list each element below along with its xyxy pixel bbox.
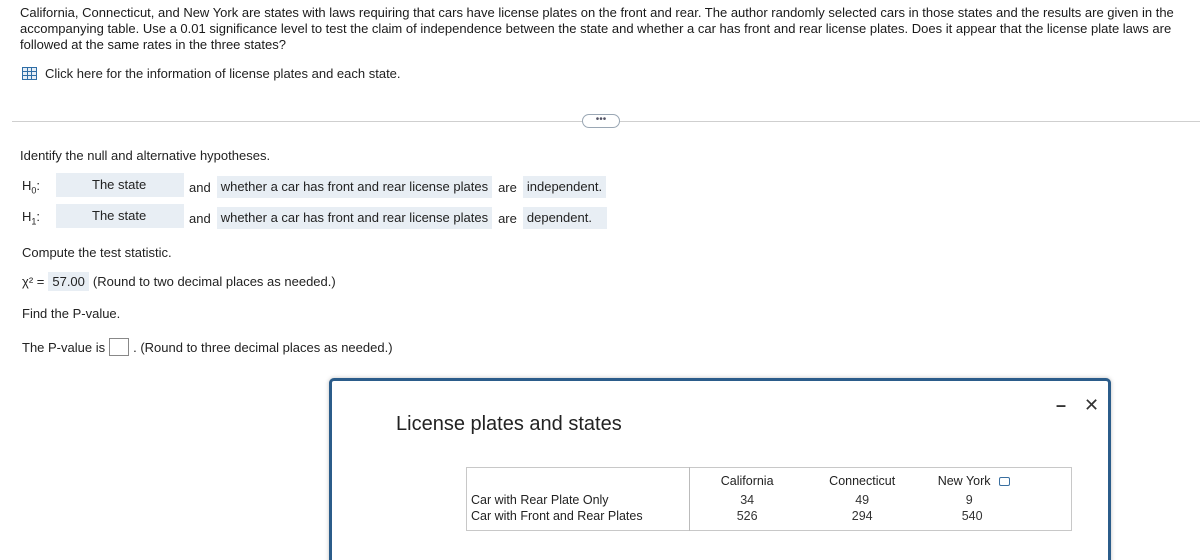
table-icon — [22, 67, 37, 80]
row-label: Car with Rear Plate Only — [467, 492, 690, 508]
pvalue-heading: Find the P-value. — [22, 306, 121, 321]
table-header-row — [467, 468, 1072, 493]
copy-icon[interactable] — [999, 477, 1010, 486]
h1-row — [189, 206, 607, 230]
table-row — [467, 492, 1072, 508]
table-cell: 49 — [855, 493, 870, 507]
statistic-note: (Round to two decimal places as needed.) — [92, 274, 336, 289]
statistic-heading: Compute the test statistic. — [22, 245, 172, 260]
col-header-new-york: New York — [920, 468, 1072, 493]
h0-row — [189, 175, 606, 199]
table-row — [467, 508, 1072, 531]
pvalue-input[interactable] — [109, 338, 129, 356]
h1-first-answer[interactable]: The state — [56, 204, 184, 228]
more-button[interactable]: ••• — [582, 114, 620, 128]
problem-statement: California, Connecticut, and New York are states with laws requiring that cars have license plates on the front and rear. The author randomly selected cars in those states and the results are given in the accompanying table. Use a 0.01 significance level to test the claim of independence between the state and whether a car has front and rear license plates. Does it appear that the license plate laws are followed at the same rates in the three states? — [20, 5, 1174, 52]
table-cell: 34 — [740, 493, 755, 507]
h1-label: $H_1$: — [22, 209, 41, 227]
close-icon[interactable]: ✕ — [1084, 395, 1100, 415]
hypotheses-heading: Identify the null and alternative hypotheses. — [20, 148, 271, 163]
license-plates-popup — [329, 378, 1111, 560]
row-label: Car with Front and Rear Plates — [467, 508, 690, 531]
col-header-connecticut: Connecticut — [829, 474, 896, 488]
h1-choice-answer[interactable]: dependent. — [523, 207, 607, 229]
popup-title: License plates and states — [396, 413, 622, 435]
h1-and: and — [189, 210, 211, 226]
h1-second-answer[interactable]: whether a car has front and rear license plates — [217, 207, 492, 229]
col-header-california: California — [720, 474, 774, 488]
chi-square-value[interactable]: 57.00 — [48, 272, 89, 291]
h0-label: $H_0$: — [22, 178, 41, 196]
info-link[interactable] — [22, 66, 401, 81]
h1-are: are — [498, 210, 517, 226]
table-cell: 294 — [851, 509, 873, 523]
pvalue-suffix: . (Round to three decimal places as needed.) — [133, 339, 393, 355]
table-cell: 9 — [965, 493, 973, 507]
h0-are: are — [498, 179, 517, 195]
minimize-icon[interactable]: – — [1056, 395, 1067, 415]
info-link-label: Click here for the information of license plates and each state. — [45, 66, 401, 81]
chi-square-symbol: χ² = — [22, 274, 45, 289]
pvalue-row — [22, 338, 393, 356]
h0-second-answer[interactable]: whether a car has front and rear license plates — [217, 176, 492, 198]
h0-and: and — [189, 179, 211, 195]
data-table — [466, 467, 1072, 531]
h0-choice-answer[interactable]: independent. — [523, 176, 606, 198]
statistic-row — [22, 272, 336, 291]
table-cell: 540 — [961, 509, 983, 523]
h0-first-answer[interactable]: The state — [56, 173, 184, 197]
table-cell: 526 — [736, 509, 758, 523]
table-corner — [467, 468, 690, 493]
pvalue-prefix: The P-value is — [22, 339, 106, 355]
